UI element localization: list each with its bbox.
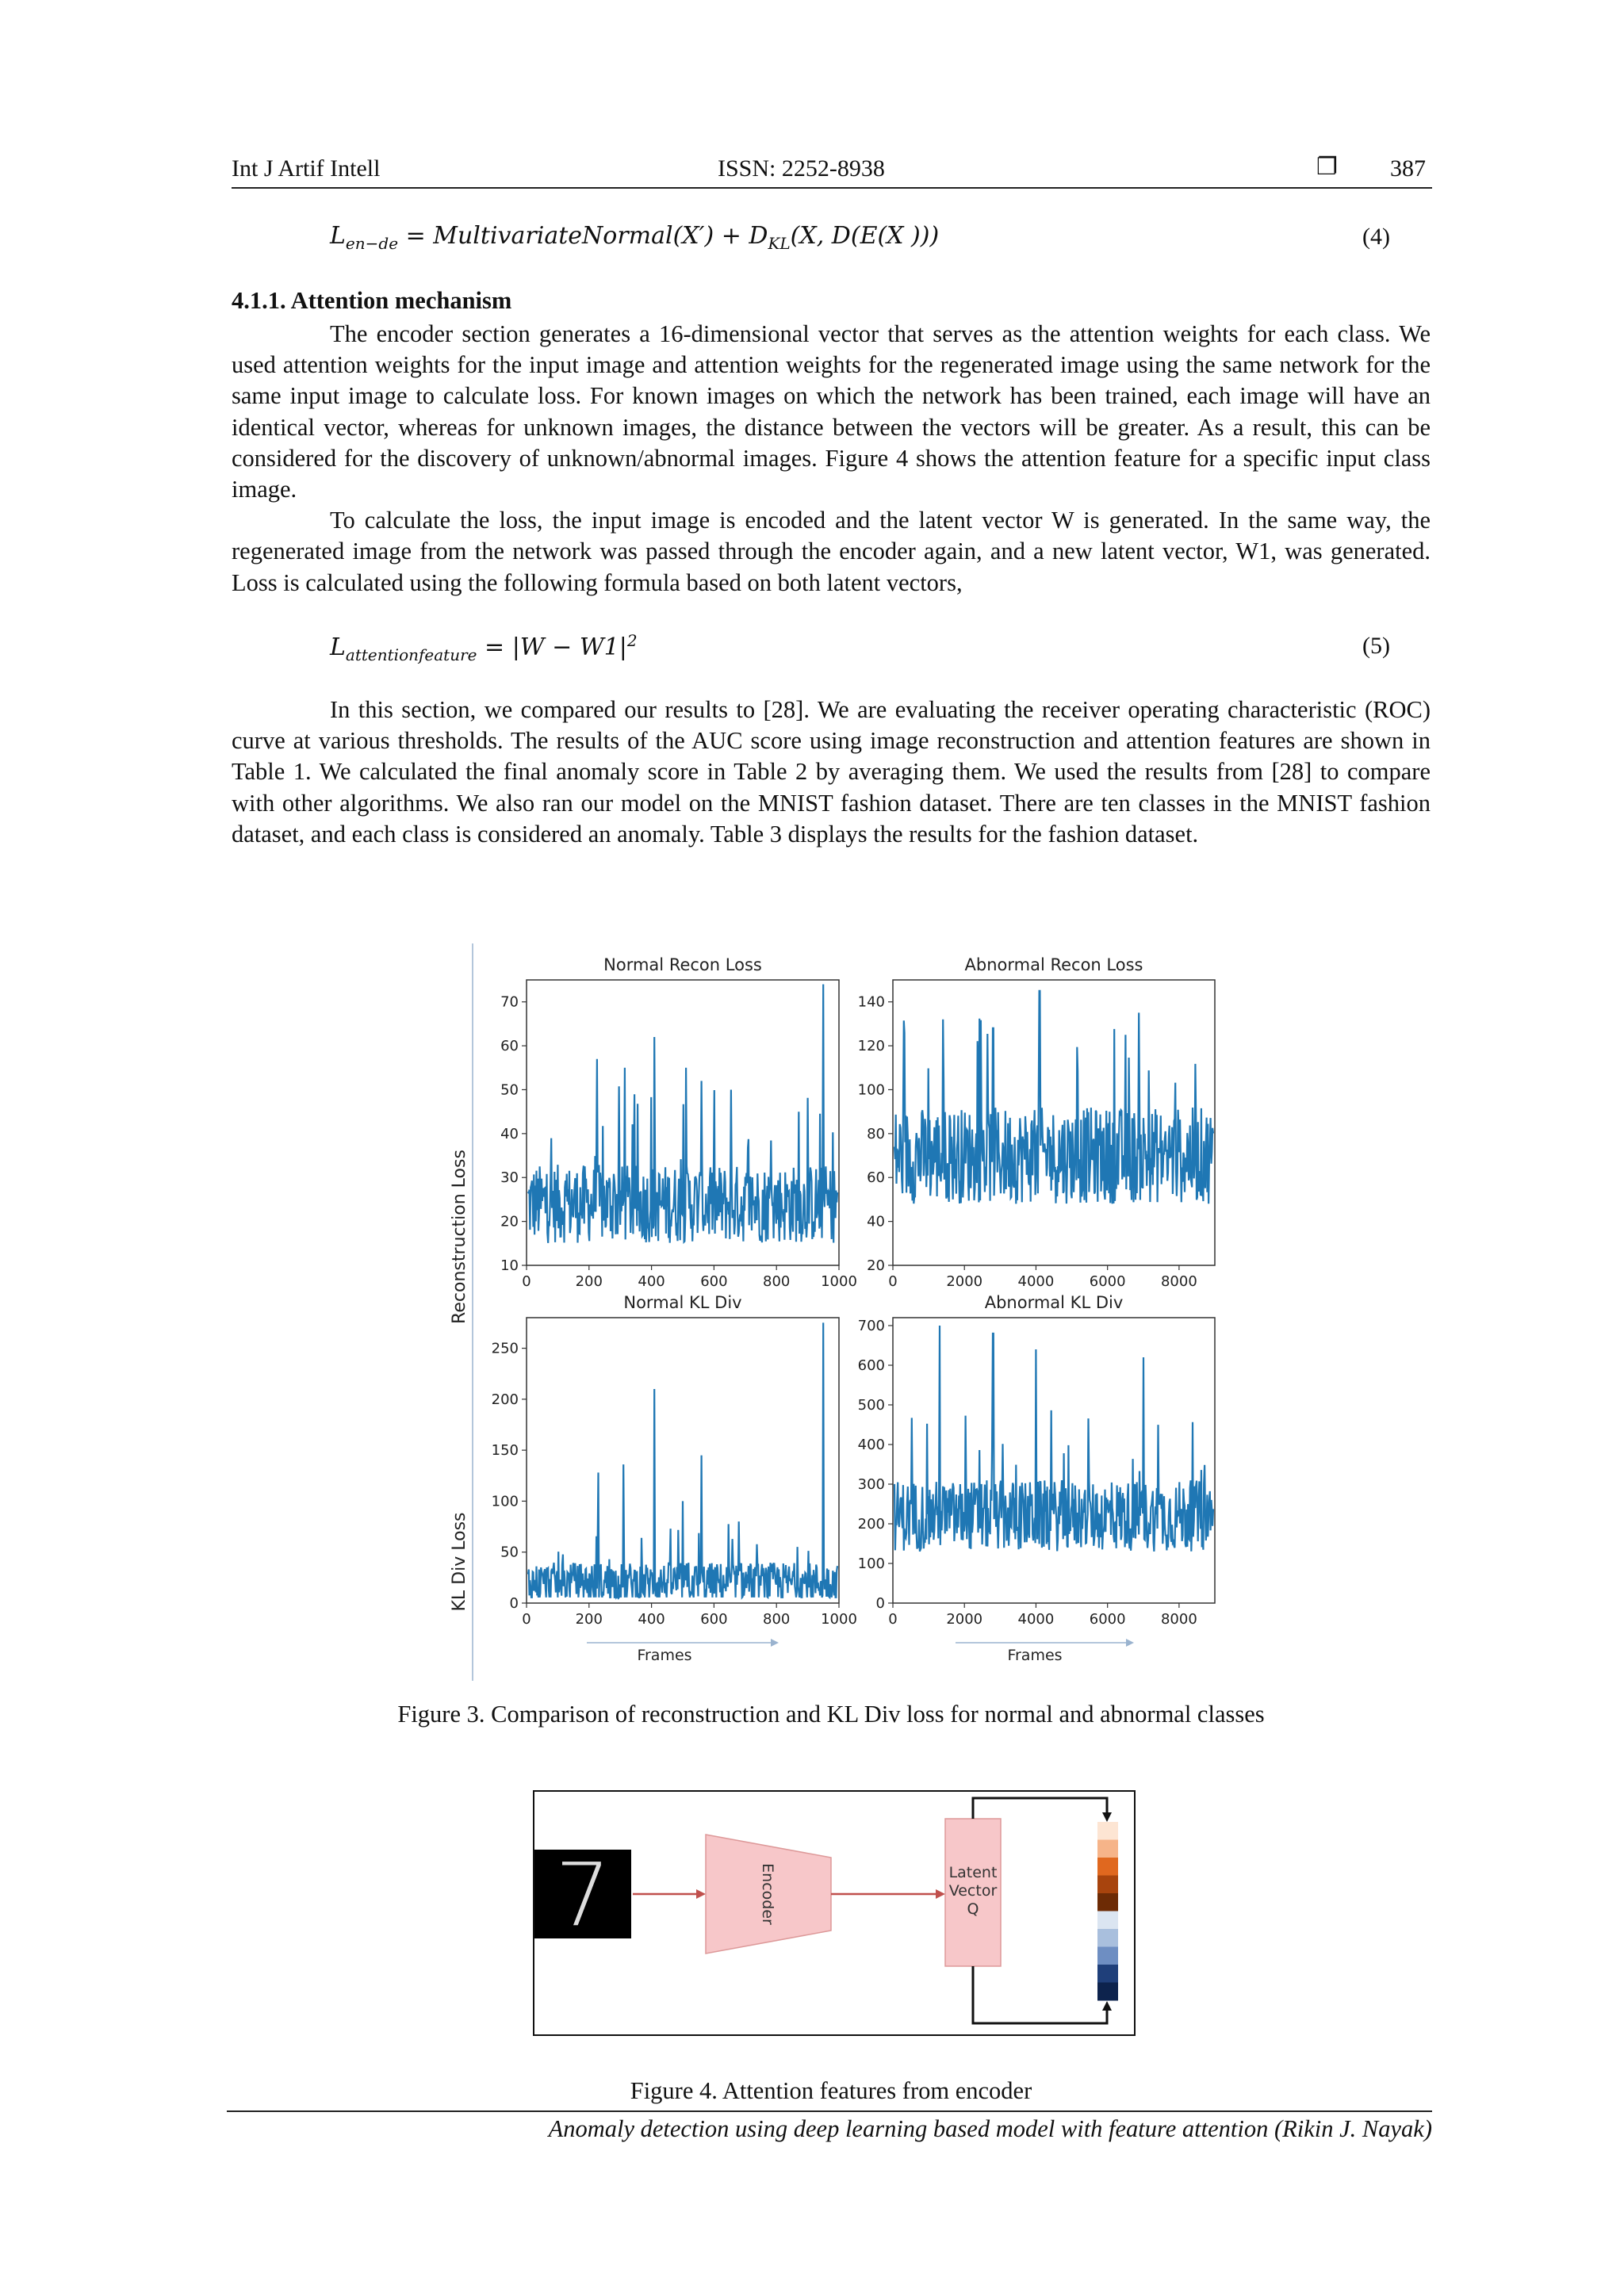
- chart-panel-2: [858, 955, 1215, 1290]
- y-tick-label: 100: [491, 1493, 519, 1510]
- series-line-4: [894, 1326, 1213, 1552]
- y-tick-label: 50: [500, 1544, 519, 1561]
- attention-cell: [1097, 1965, 1118, 1983]
- y-tick-label: 30: [500, 1169, 519, 1187]
- chart-panel-4: [858, 1293, 1215, 1628]
- x-tick-label: 600: [700, 1273, 728, 1290]
- paragraph-attention: The encoder section generates a 16-dimensional vector that serves as the attention weights for each class. We used attention weights for the input image and attention weights for the regenerated image using the same network for the same input image to calculate loss. For known images on which the network has been trained, each image will have an identical vector, whereas for unknown images, the distance between the vectors will be greater. As a result, this can be considered for the discovery of unknown/abnormal images. Figure 4 shows the attention feature for a specific input class image.: [232, 320, 1431, 503]
- section-heading: 4.1.1. Attention mechanism: [232, 287, 512, 314]
- series-line-2: [894, 991, 1213, 1204]
- x-tick-label: 800: [763, 1611, 791, 1628]
- paragraph-results: In this section, we compared our results to [28]. We are evaluating the receiver operating characteristic (ROC) curve at various thresholds. The results of the AUC score using image reconstruction and attention features are shown in Table 1. We calculated the final anomaly score in Table 2 by averaging them. We used the results from [28] to compare with other algorithms. We also ran our model on the MNIST fashion dataset. There are ten classes in the MNIST fashion dataset, and each class is considered an anomaly. Table 3 displays the results for the fashion dataset.: [232, 696, 1431, 848]
- y-tick-label: 200: [491, 1391, 519, 1408]
- x-tick-label: 2000: [946, 1611, 983, 1628]
- figure-4: [533, 1790, 1137, 2038]
- x-tick-label: 200: [575, 1611, 603, 1628]
- y-tick-label: 100: [857, 1081, 885, 1099]
- header-rule: [232, 187, 1432, 189]
- x-axis-label-right: Frames: [1007, 1647, 1063, 1664]
- y-tick-label: 200: [857, 1516, 885, 1533]
- input-digit: 7: [555, 1844, 611, 1946]
- y-tick-label: 70: [500, 993, 519, 1011]
- y-tick-label: 60: [500, 1038, 519, 1055]
- x-tick-label: 0: [888, 1611, 898, 1628]
- y-tick-label: 20: [500, 1213, 519, 1230]
- y-axis-label-top: Reconstruction Loss: [450, 1150, 469, 1324]
- chart-panel-3: [492, 1293, 857, 1628]
- encoder-label: Encoder: [759, 1863, 776, 1925]
- y-tick-label: 300: [857, 1476, 885, 1493]
- series-line-1: [528, 985, 837, 1243]
- y-tick-label: 50: [500, 1081, 519, 1099]
- y-tick-label: 150: [491, 1442, 519, 1460]
- figure-3: [428, 943, 1237, 1681]
- results-body: [232, 695, 1431, 850]
- x-tick-label: 800: [763, 1273, 791, 1290]
- journal-name: Int J Artif Intell: [232, 155, 381, 182]
- attention-strip: [1097, 1822, 1118, 2001]
- x-tick-label: 8000: [1160, 1611, 1197, 1628]
- attention-cell: [1097, 1947, 1118, 1965]
- x-axis-label-left: Frames: [637, 1647, 692, 1664]
- footer-text: Anomaly detection using deep learning based model with feature attention (Rikin J. Nayak): [548, 2115, 1432, 2142]
- y-tick-label: 10: [500, 1257, 519, 1274]
- y-axis-label-bottom: KL Div Loss: [450, 1512, 469, 1612]
- latent-label-line3: Q: [967, 1900, 979, 1918]
- axes-frame-4: [893, 1318, 1215, 1603]
- chart-title-4: Abnormal KL Div: [984, 1293, 1124, 1312]
- chart-title-2: Abnormal Recon Loss: [964, 955, 1143, 974]
- paragraph-loss: To calculate the loss, the input image is encoded and the latent vector W is generated. In the same way, the regenerated image from the network was passed through the encoder again, and a new latent vector, W1, was generated. Loss is calculated using the following formula based on both latent vectors,: [232, 507, 1431, 596]
- y-tick-label: 600: [857, 1357, 885, 1374]
- y-tick-label: 20: [867, 1257, 885, 1274]
- issn: ISSN: 2252-8938: [718, 155, 885, 182]
- attention-cell: [1097, 1983, 1118, 2001]
- x-tick-label: 0: [522, 1273, 531, 1290]
- attention-cell: [1097, 1822, 1118, 1840]
- equation-4-number: (4): [1362, 224, 1390, 250]
- equation-5: $L_{attentionfeature} = |W - W1|^2$: [330, 631, 638, 664]
- y-tick-label: 400: [857, 1437, 885, 1453]
- x-tick-label: 4000: [1017, 1611, 1055, 1628]
- y-tick-label: 0: [509, 1595, 519, 1612]
- y-tick-label: 500: [857, 1397, 885, 1414]
- chart-title-3: Normal KL Div: [623, 1293, 742, 1312]
- x-arrow-head-left: [771, 1639, 779, 1647]
- chart-title-1: Normal Recon Loss: [603, 955, 762, 974]
- x-tick-label: 600: [700, 1611, 728, 1628]
- y-tick-label: 0: [875, 1595, 885, 1612]
- x-tick-label: 6000: [1089, 1273, 1126, 1290]
- attention-cell: [1097, 1893, 1118, 1911]
- y-tick-label: 40: [500, 1125, 519, 1142]
- x-tick-label: 0: [888, 1273, 898, 1290]
- x-tick-label: 8000: [1160, 1273, 1197, 1290]
- y-tick-label: 60: [867, 1169, 885, 1187]
- y-tick-label: 100: [857, 1556, 885, 1572]
- page-number: 387: [1390, 155, 1426, 182]
- attention-cell: [1097, 1876, 1118, 1894]
- attention-cell: [1097, 1911, 1118, 1930]
- x-tick-label: 400: [638, 1611, 665, 1628]
- footer-rule: [227, 2110, 1432, 2112]
- y-tick-label: 40: [867, 1213, 885, 1230]
- page-box-icon: ❐: [1316, 153, 1338, 181]
- attention-cell: [1097, 1840, 1118, 1858]
- x-tick-label: 2000: [946, 1273, 983, 1290]
- attention-cell: [1097, 1929, 1118, 1947]
- equation-5-number: (5): [1362, 633, 1390, 659]
- x-tick-label: 1000: [821, 1273, 857, 1290]
- figure-4-caption: Figure 4. Attention features from encoder: [630, 2077, 1032, 2104]
- chart-panel-1: [500, 955, 857, 1290]
- y-tick-label: 140: [857, 993, 885, 1011]
- series-line-3: [528, 1322, 837, 1597]
- attention-cell: [1097, 1858, 1118, 1876]
- latent-label-line2: Vector: [948, 1882, 998, 1900]
- x-tick-label: 4000: [1017, 1273, 1055, 1290]
- y-tick-label: 700: [857, 1318, 885, 1334]
- x-tick-label: 400: [638, 1273, 665, 1290]
- x-tick-label: 6000: [1089, 1611, 1126, 1628]
- y-tick-label: 80: [867, 1125, 885, 1142]
- latent-label-line1: Latent: [948, 1864, 998, 1881]
- x-arrow-head-right: [1126, 1639, 1134, 1647]
- y-tick-label: 250: [491, 1340, 519, 1357]
- x-tick-label: 0: [522, 1611, 531, 1628]
- x-tick-label: 1000: [821, 1611, 857, 1628]
- figure-3-caption: Figure 3. Comparison of reconstruction and KL Div loss for normal and abnormal classes: [397, 1701, 1265, 1728]
- y-tick-label: 120: [857, 1038, 885, 1055]
- equation-4: $L_{en-de}$ = MultivariateNormal(X′) + $D_{KL}(X$, D(E(X ))): [330, 222, 940, 253]
- section-body: [232, 319, 1431, 599]
- x-tick-label: 200: [575, 1273, 603, 1290]
